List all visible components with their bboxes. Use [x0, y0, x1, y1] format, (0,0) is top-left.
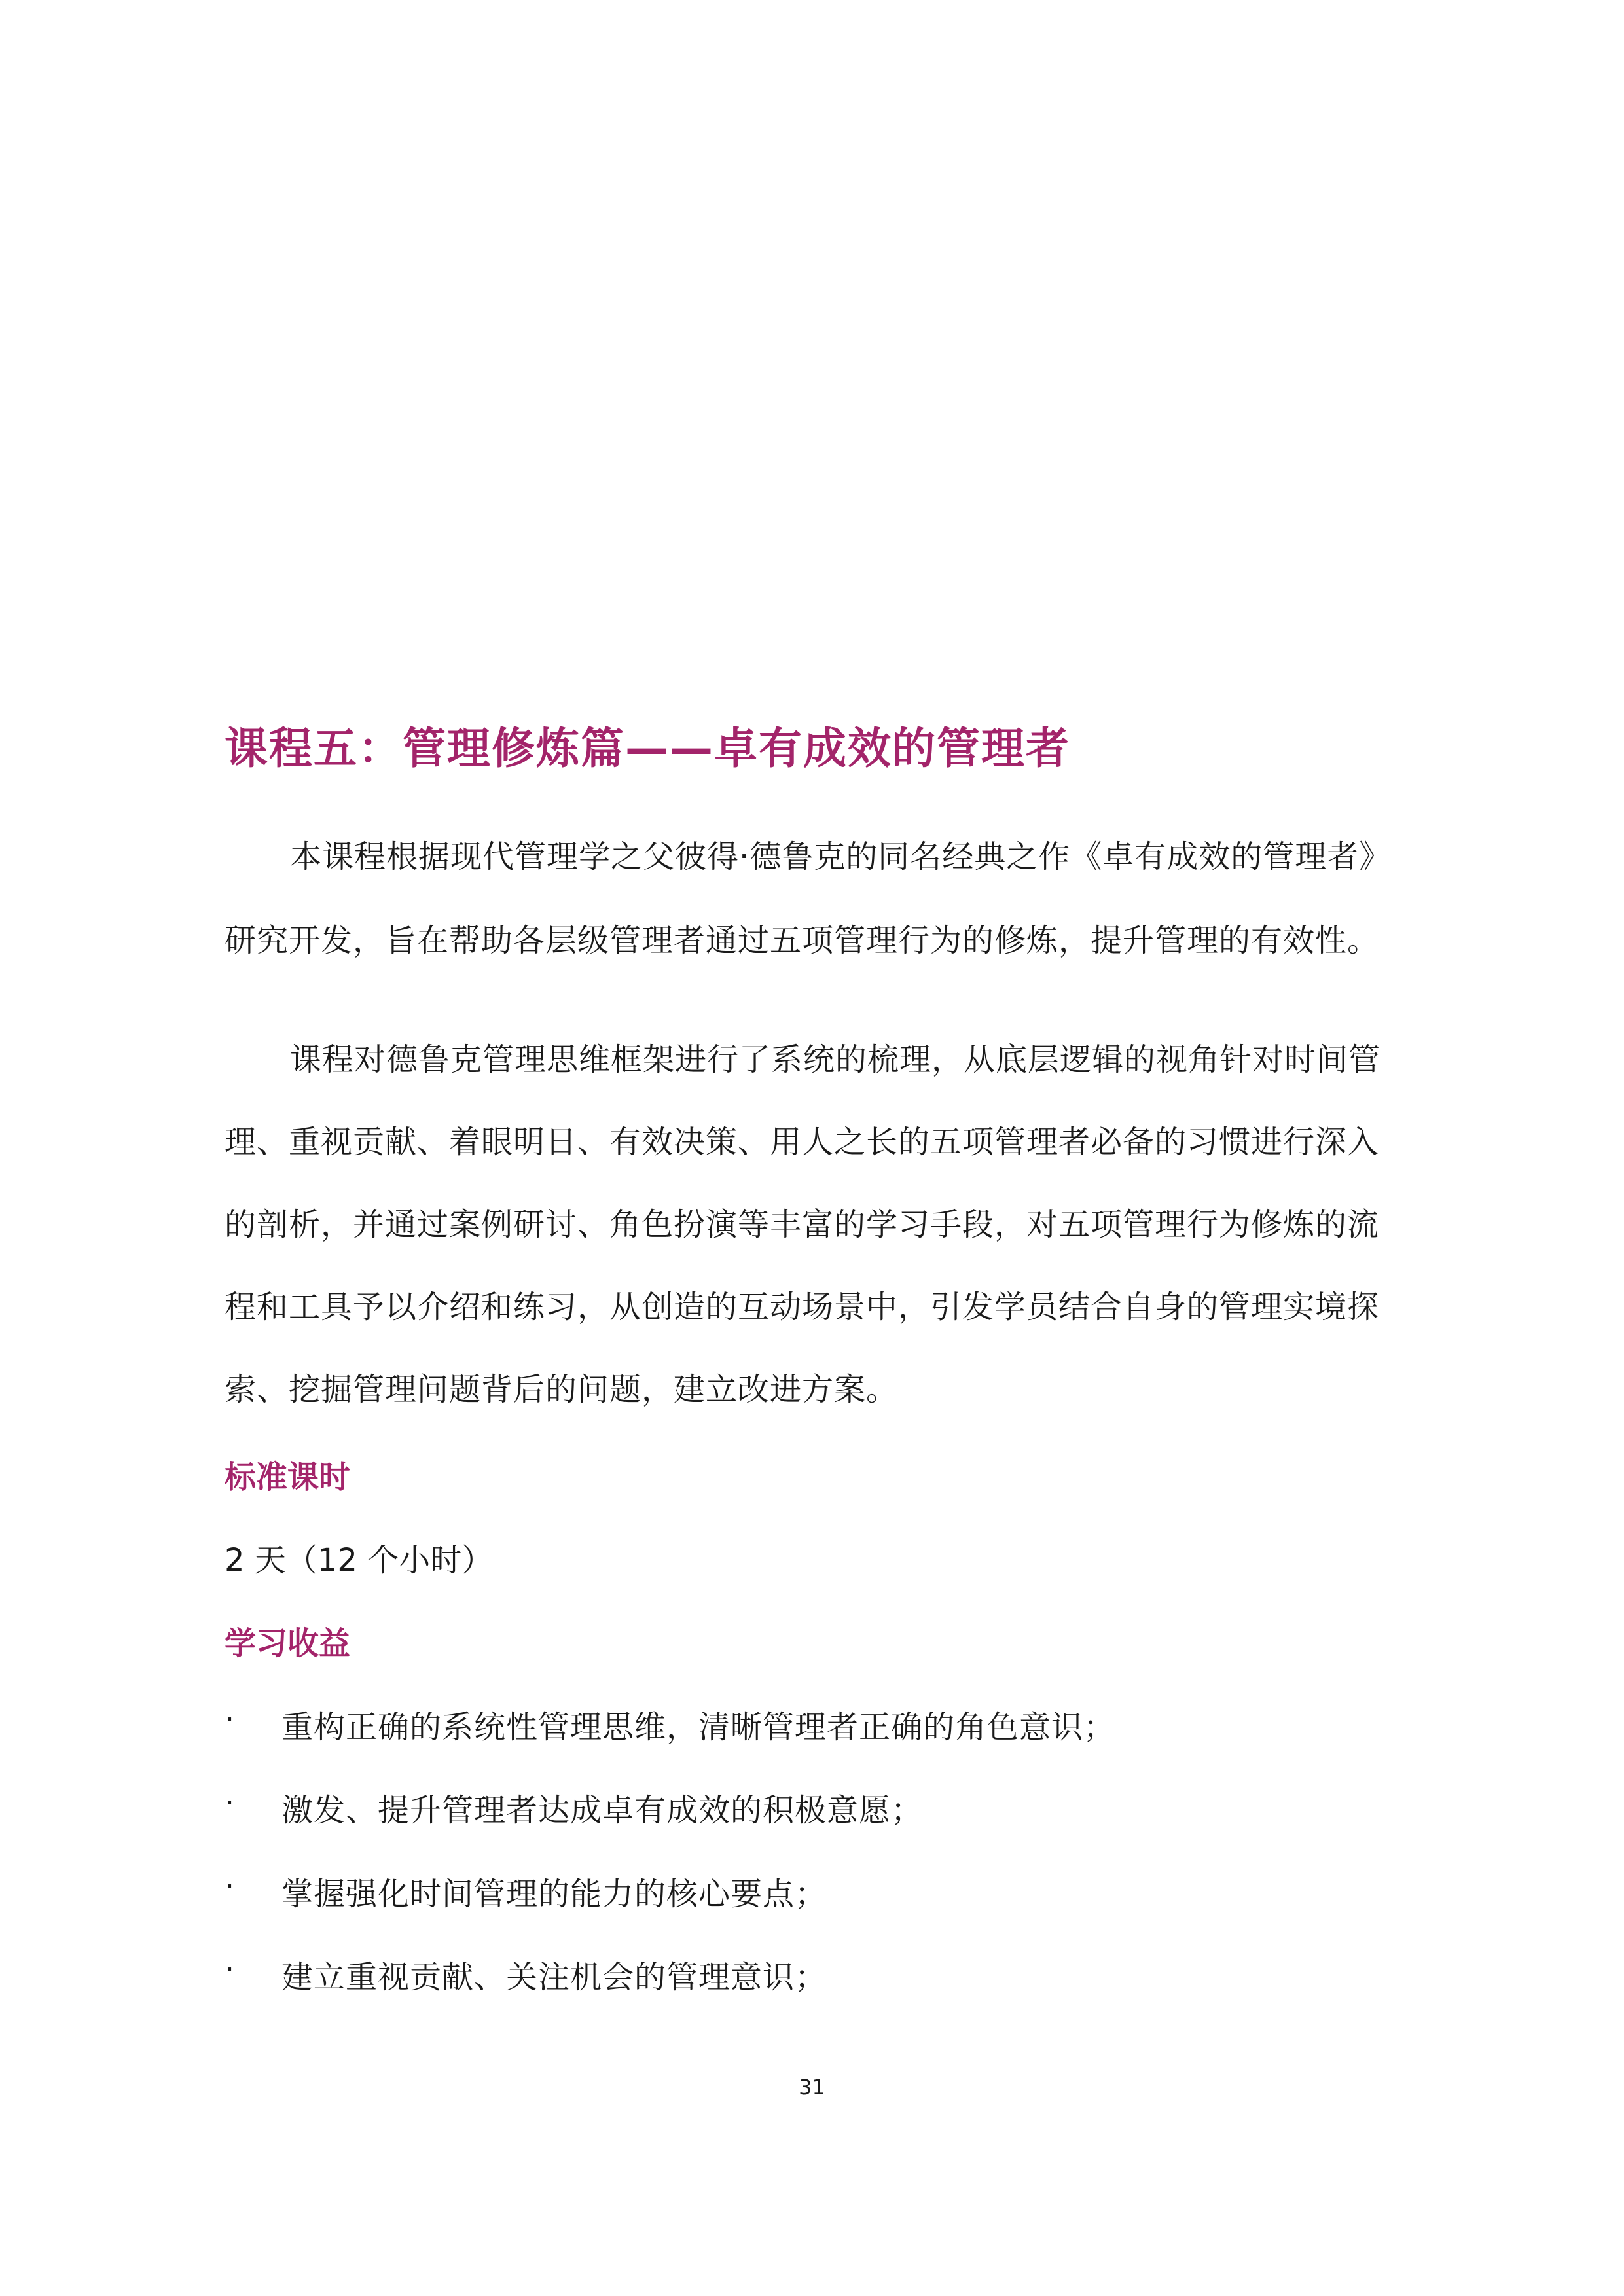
standard-hours-value: 2 天（12 个小时）: [225, 1542, 494, 1579]
paragraph-line: 研究开发，旨在帮助各层级管理者通过五项管理行为的修炼，提升管理的有效性。: [225, 922, 1380, 959]
standard-hours-heading: 标准课时: [225, 1459, 351, 1496]
benefit-text: 建立重视贡献、关注机会的管理意识；: [281, 1959, 827, 1996]
benefit-text: 激发、提升管理者达成卓有成效的积极意愿；: [281, 1792, 924, 1829]
benefits-heading: 学习收益: [225, 1625, 351, 1662]
paragraph-line: 本课程根据现代管理学之父彼得·德鲁克的同名经典之作《卓有成效的管理者》: [290, 838, 1392, 875]
paragraph-line: 的剖析，并通过案例研讨、角色扮演等丰富的学习手段，对五项管理行为修炼的流: [225, 1206, 1380, 1243]
paragraph-line: 程和工具予以介绍和练习，从创造的互动场景中，引发学员结合自身的管理实境探: [225, 1289, 1380, 1325]
bullet-dot-icon: ·: [225, 1702, 235, 1738]
bullet-dot-icon: ·: [225, 1869, 235, 1905]
benefit-text: 重构正确的系统性管理思维，清晰管理者正确的角色意识；: [281, 1709, 1116, 1746]
page-number: 31: [799, 2075, 825, 2100]
paragraph-line: 课程对德鲁克管理思维框架进行了系统的梳理，从底层逻辑的视角针对时间管: [290, 1041, 1381, 1078]
list-item: [225, 1869, 1468, 1912]
list-item: [225, 1785, 1468, 1829]
benefit-text: 掌握强化时间管理的能力的核心要点；: [281, 1876, 827, 1912]
bullet-dot-icon: ·: [225, 1952, 235, 1988]
list-item: [225, 1952, 1468, 1996]
list-item: [225, 1702, 1468, 1746]
paragraph-line: 索、挖掘管理问题背后的问题，建立改进方案。: [225, 1371, 899, 1408]
paragraph-line: 理、重视贡献、着眼明日、有效决策、用人之长的五项管理者必备的习惯进行深入: [225, 1124, 1380, 1160]
course-title: 课程五：管理修炼篇——卓有成效的管理者: [225, 723, 1070, 774]
bullet-dot-icon: ·: [225, 1785, 235, 1821]
